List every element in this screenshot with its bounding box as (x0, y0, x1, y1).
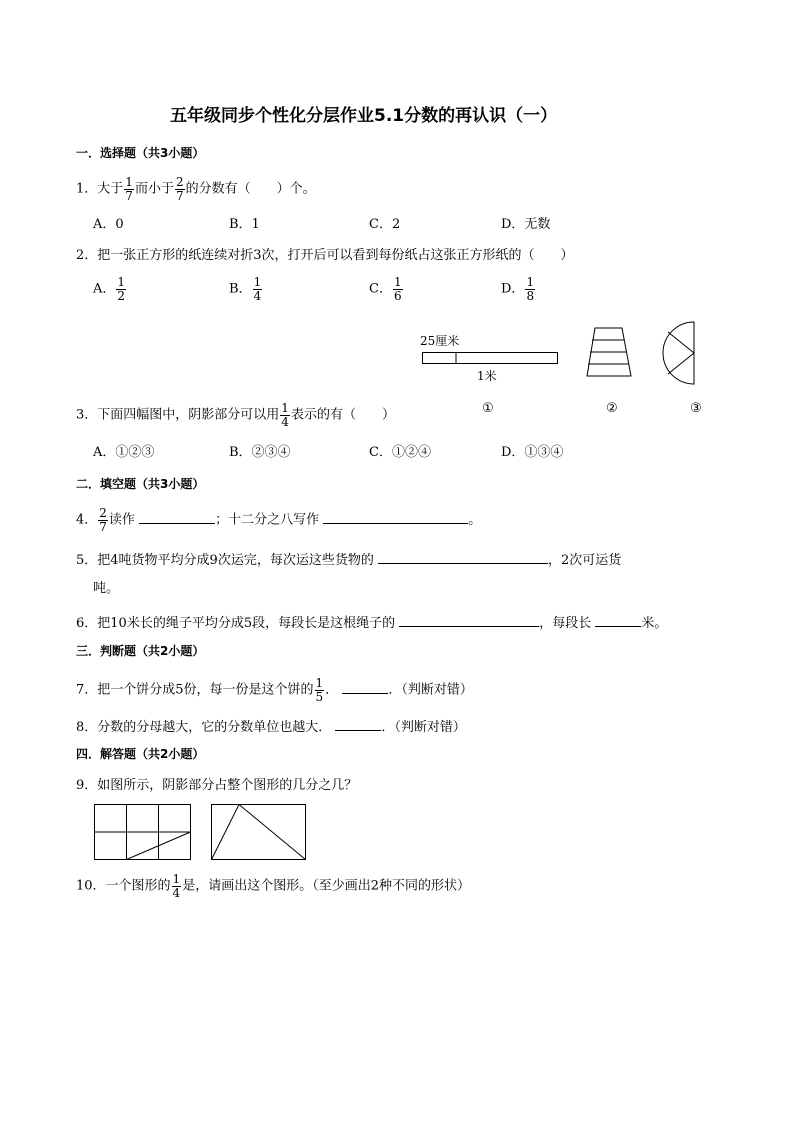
question-3-number: 3． (76, 407, 98, 423)
q3-option-b[interactable]: B．②③④ (229, 445, 291, 460)
question-1-text-c: 的分数有（ ）个。 (185, 181, 316, 197)
q2-option-a[interactable]: A． $\frac{1}{2}$ (93, 275, 126, 303)
q8-blank[interactable] (335, 718, 381, 731)
fig1-marker: ① (482, 401, 494, 416)
question-8 (76, 718, 466, 734)
q9-grid-diagram (94, 804, 194, 862)
fraction-two-sevenths: $\frac{2}{7}$ (175, 175, 184, 203)
q3-option-c[interactable]: C．①②④ (369, 445, 431, 460)
question-7-text-b: ． (325, 682, 339, 698)
question-8-text-b: ．（判断对错） (381, 720, 466, 735)
fraction-one-fifth: $\frac{1}{5}$ (315, 676, 324, 704)
q6-blank-2[interactable] (595, 614, 641, 627)
question-7 (76, 677, 473, 703)
fraction-one-quarter: $\frac{1}{4}$ (253, 275, 262, 303)
question-1-text-a: 大于 (97, 181, 124, 197)
fraction-one-sixth: $\frac{1}{6}$ (393, 275, 402, 303)
question-5-text-b: ，2次可运货 (547, 553, 622, 568)
fraction-one-quarter: $\frac{1}{4}$ (281, 401, 289, 429)
fig3-semicircle-diagram (656, 320, 696, 386)
fig3-marker: ③ (690, 401, 702, 416)
question-1 (76, 176, 316, 202)
question-6-text-b: ，每段长 (539, 616, 592, 631)
section-judge-heading: 三．判断题（共2小题） (76, 644, 205, 658)
question-6-text-a: 6．把10米长的绳子平均分成5段，每段长是这根绳子的 (76, 616, 396, 631)
question-7-text-c: ．（判断对错） (388, 682, 473, 698)
question-10-text-a: 10．一个图形的 (76, 878, 171, 894)
question-7-text-a: 7．把一个饼分成5份，每一份是这个饼的 (76, 682, 314, 698)
q2-option-d[interactable]: D． $\frac{1}{8}$ (501, 275, 535, 303)
question-1-number: 1． (76, 181, 98, 197)
question-4-text-c: 。 (468, 512, 482, 528)
question-3 (76, 402, 395, 428)
fig2-marker: ② (606, 401, 618, 416)
q5-blank[interactable] (378, 551, 548, 564)
question-9: 9．如图所示，阴影部分占整个图形的几分之几？ (76, 778, 358, 793)
section-fill-heading: 二．填空题（共3小题） (76, 477, 205, 491)
q2-option-b[interactable]: B． $\frac{1}{4}$ (229, 275, 262, 303)
q3-option-a[interactable]: A．①②③ (93, 445, 155, 460)
question-5-text-a: 5．把4吨货物平均分成9次运完，每次运这些货物的 (76, 553, 374, 568)
question-4-text-b: ；十二分之八写作 (215, 512, 320, 528)
section-answer-heading: 四．解答题（共2小题） (76, 747, 205, 761)
question-4-text-a: 读作 (108, 512, 135, 528)
question-10 (76, 873, 470, 899)
q4-blank-1[interactable] (139, 511, 215, 524)
question-4-number: 4． (76, 512, 98, 528)
fig1-bottom-label: 1米 (477, 369, 497, 383)
fraction-one-half: $\frac{1}{2}$ (117, 275, 126, 303)
question-4 (76, 507, 481, 533)
question-2: 2．把一张正方形的纸连续对折3次，打开后可以看到每份纸占这张正方形纸的（ ） (76, 248, 574, 263)
question-6 (76, 614, 667, 630)
fraction-two-sevenths: $\frac{2}{7}$ (99, 506, 107, 534)
question-6-text-c: 米。 (641, 616, 668, 631)
q4-blank-2[interactable] (323, 511, 468, 524)
fraction-one-eighth: $\frac{1}{8}$ (526, 275, 535, 303)
fig1-strip-diagram (422, 352, 562, 366)
q2-option-c[interactable]: C． $\frac{1}{6}$ (369, 275, 402, 303)
fig1-top-label: 25厘米 (420, 334, 460, 348)
q6-blank-1[interactable] (399, 614, 539, 627)
question-1-text-b: 而小于 (134, 181, 174, 197)
q3-option-d[interactable]: D．①③④ (501, 445, 564, 460)
question-3-text-b: 表示的有（ ） (290, 407, 395, 423)
question-10-text-b: 是，请画出这个图形。（至少画出2种不同的形状） (182, 878, 470, 894)
fraction-one-seventh: $\frac{1}{7}$ (125, 175, 133, 203)
q1-option-b[interactable]: B．1 (229, 217, 260, 232)
q1-option-c[interactable]: C．2 (369, 217, 401, 232)
section-choice-heading: 一．选择题（共3小题） (76, 146, 205, 160)
question-8-text-a: 8．分数的分母越大，它的分数单位也越大． (76, 720, 332, 735)
q9-triangle-diagram (211, 804, 309, 862)
question-3-text-a: 下面四幅图中，阴影部分可以用 (97, 407, 280, 423)
page-title: 五年级同步个性化分层作业5.1分数的再认识（一） (170, 106, 558, 126)
question-5 (76, 551, 621, 567)
q7-blank[interactable] (342, 681, 388, 694)
fraction-one-quarter: $\frac{1}{4}$ (172, 872, 181, 900)
q1-option-a[interactable]: A．0 (93, 217, 124, 232)
question-5-continued: 吨。 (93, 581, 120, 596)
fig2-trapezoid-diagram (586, 326, 634, 378)
q1-option-d[interactable]: D．无数 (501, 217, 551, 232)
